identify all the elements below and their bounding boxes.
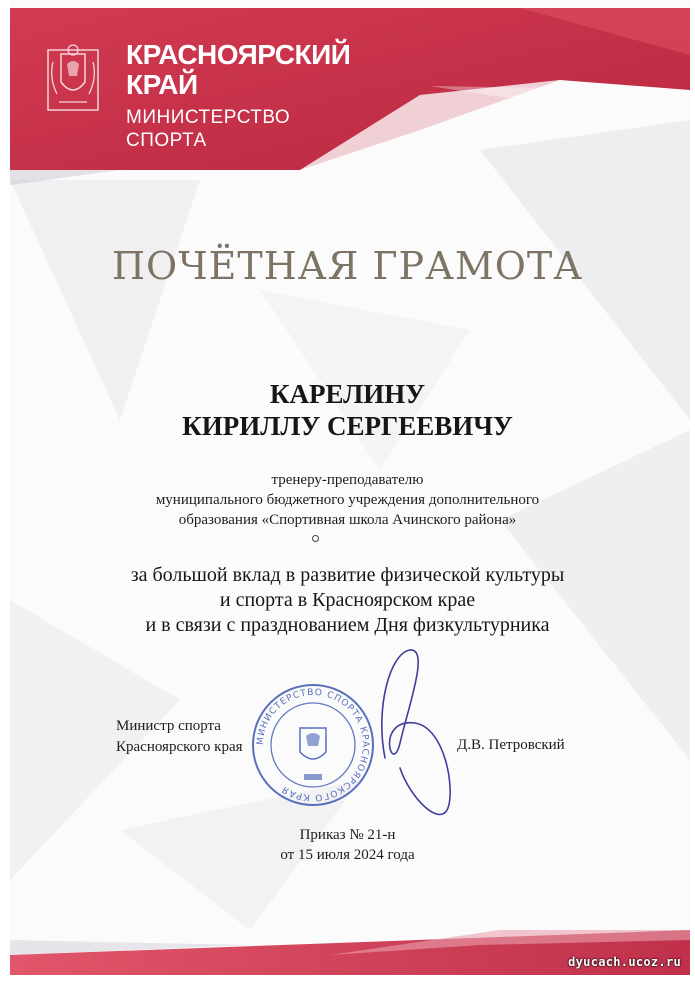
header-branding (126, 40, 350, 152)
reason-line2: и спорта в Красноярском крае (219, 589, 476, 611)
signatory-role (116, 716, 243, 758)
reason-line1: за большой вклад в развитие физической культуры (130, 564, 565, 586)
recipient-position (0, 470, 695, 530)
stamp-text: МИНИСТЕРСТВО СПОРТА КРАСНОЯРСКОГО КРАЯ (255, 687, 371, 803)
certificate-title: ПОЧЁТНАЯ ГРАМОТА (111, 244, 584, 288)
order-reference (0, 825, 695, 865)
award-reason (0, 563, 695, 638)
region-name-line2: КРАЙ (126, 69, 198, 100)
ministry-name-line2: СПОРТА (126, 130, 207, 151)
signatory-role-line1: Министр спорта (116, 718, 221, 734)
recipient-name (0, 378, 695, 442)
signatory-name: Д.В. Петровский (457, 737, 565, 753)
handwritten-signature (330, 648, 470, 828)
position-line1: тренеру-преподавателю (271, 472, 424, 488)
recipient-surname: КАРЕЛИНУ (269, 379, 426, 409)
signatory-role-line2: Красноярского края (116, 739, 243, 755)
site-watermark: dyucach.ucoz.ru (568, 955, 681, 969)
position-line2: муниципального бюджетного учреждения дополнительного (155, 492, 540, 508)
position-line3: образования «Спортивная школа Ачинского района» (178, 512, 517, 528)
recipient-given-names: КИРИЛЛУ СЕРГЕЕВИЧУ (182, 411, 513, 441)
separator-dot (312, 535, 319, 542)
region-name-line1: КРАСНОЯРСКИЙ (126, 39, 351, 70)
order-date: от 15 июля 2024 года (280, 847, 415, 863)
reason-line3: и в связи с празднованием Дня физкультурника (145, 614, 550, 636)
ministry-name-line1: МИНИСТЕРСТВО (126, 107, 291, 128)
coat-of-arms-icon (47, 42, 99, 112)
order-number: Приказ № 21-н (299, 827, 396, 843)
